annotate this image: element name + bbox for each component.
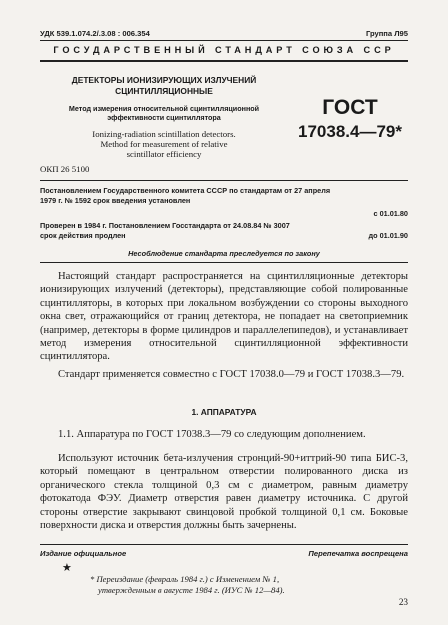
decree-line-1: Постановлением Государственного комитета СССР по стандартам от 27 апреля (40, 186, 331, 195)
gost-label: ГОСТ (322, 96, 378, 119)
check-line-1: Проверен в 1984 г. Постановлением Госстандарта от 24.08.84 № 3007 (40, 221, 290, 230)
title-line-1: ДЕТЕКТОРЫ ИОНИЗИРУЮЩИХ ИЗЛУЧЕНИЙ (71, 75, 257, 85)
gost-number: 17038.4—79* (298, 122, 402, 141)
reprint-forbidden: Перепечатка воспрещена (308, 549, 408, 558)
subtitle-line-1: Метод измерения относительной сцинтилляционной (68, 104, 260, 113)
subtitle-line-2: эффективности сцинтиллятора (107, 113, 221, 123)
star-icon: ★ (62, 562, 72, 574)
intro-paragraph: Настоящий стандарт распространяется на сцинтилляционные детекторы ионизирующих излучений (детекторы), представляющие собой полированные сцинтилляторы, в которых при локальном возбуждении со стороны выходного окна свет, отражающийся от границ детектора, не попадает на светоприемник (например, детекторы в форме цилиндров и параллелепипедов), и устанавливает метод измерения относительной сцинтилляционной эффективности сцинтиллятора. (40, 271, 408, 363)
section-heading: 1. АППАРАТУРА (191, 407, 257, 417)
clause-1-1: 1.1. Аппаратура по ГОСТ 17038.3—79 со следующим дополнением. (58, 429, 366, 440)
group-label: Группа Л95 (365, 29, 408, 38)
date-to: до 01.01.90 (368, 231, 408, 240)
applied-paragraph: Стандарт применяется совместно с ГОСТ 17038.0—79 и ГОСТ 17038.3—79. (58, 369, 405, 380)
date-from: с 01.01.80 (373, 209, 408, 218)
decree-rule (40, 262, 408, 263)
udk-code: УДК 539.1.074.2/.3.08 : 006.354 (40, 29, 150, 38)
check-line-2: срок действия продлен (40, 231, 126, 240)
document-subtitle (40, 104, 288, 123)
reissue-note-line-2: утвержденным в августе 1984 г. (ИУС № 12—84). (98, 585, 285, 595)
reissue-note-line-1: * Переиздание (февраль 1984 г.) с Изменением № 1, (90, 574, 280, 584)
title-block-rule (40, 180, 408, 181)
english-title-line-1: Ionizing-radiation scintillation detectors. (92, 129, 236, 139)
document-title (40, 75, 288, 97)
english-title-line-3: scintillator efficiency (126, 149, 202, 159)
state-standard-heading: ГОСУДАРСТВЕННЫЙ СТАНДАРТ СОЮЗА ССР (53, 45, 395, 55)
english-title (40, 129, 288, 159)
english-title-line-2: Method for measurement of relative (100, 139, 228, 149)
footer-rule (40, 544, 408, 545)
official-edition: Издание официальное (40, 549, 127, 558)
page-number: 23 (398, 597, 408, 607)
decree-line-2: 1979 г. № 1592 срок введения установлен (40, 196, 191, 205)
source-paragraph: Используют источник бета-излучения стронций-90+иттрий-90 типа БИС-3, который помещают в центральном отверстии полированного диска из органического стекла толщиной 0,3 см с диаметром, равным диаметру фотокатода ФЭУ. Диаметр отверстия равен диаметру источника. С другой стороны отверстие закрывают свинцовой пробкой толщиной 0,1 см. Боковые поверхности диска и отверстия должны быть зачернены. (40, 453, 408, 532)
header-rule-top (40, 40, 408, 41)
penalty-note: Несоблюдение стандарта преследуется по закону (128, 249, 320, 258)
okp-code: ОКП 26 5100 (40, 164, 90, 174)
header-rule-bottom (40, 60, 408, 62)
title-line-2: СЦИНТИЛЛЯЦИОННЫЕ (115, 86, 213, 96)
